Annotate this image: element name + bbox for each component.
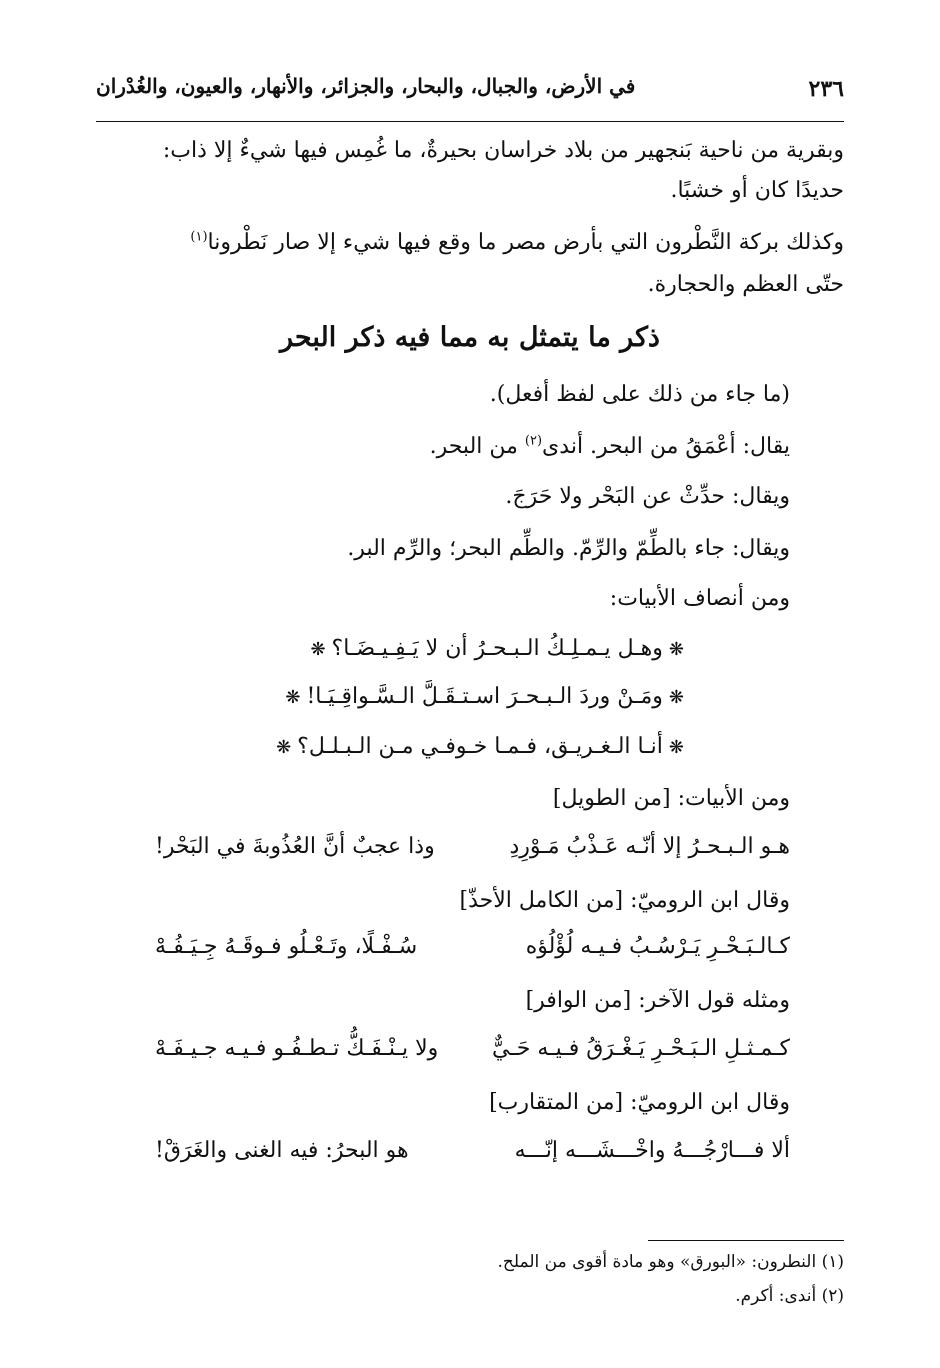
verse-2-first-hemistich: كـالـبَـحْـرِ يَـرْسُـبُ فـيـه لُؤْلُؤه	[525, 934, 790, 959]
saying-1-text: يقال: أعْمَقُ من البحر. أندى	[542, 434, 790, 459]
star-ornament-icon: ❋	[668, 737, 684, 758]
verse-3-intro: ومثله قول الآخر: [من الوافر]	[525, 988, 790, 1013]
star-ornament-icon: ❋	[668, 639, 684, 660]
verse-2-second-hemistich: سُـفْـلًا، وتَـعْـلُو فـوقَـهُ جِـيَـفُـهْ	[155, 934, 418, 959]
saying-1	[430, 432, 790, 462]
saying-3: ويقال: جاء بالطِّمّ والرِّمّ. والطِّم البحر؛ والرِّم البر.	[347, 536, 790, 561]
half-verse-text: وهـل يـمـلِـكُ الـبـحـرُ أن لا يَـفِـيـضَـا؟	[331, 636, 663, 661]
verse-1-intro: ومن الأبيات: [من الطويل]	[552, 786, 790, 811]
paragraph-2-line-1	[190, 228, 844, 258]
paragraph-1-line-1: وبقرية من ناحية بَنجهير من بلاد خراسان بحيرةٌ، ما غُمِس فيها شيءٌ إلا ذاب:	[162, 138, 844, 163]
half-verses-label: ومن أنصاف الأبيات:	[609, 586, 790, 611]
star-ornament-icon: ❋	[310, 639, 326, 660]
verse-1-first-hemistich: هـو الـبـحـرُ إلا أنّـه عَـذْبُ مَـوْرِدِ	[509, 834, 790, 859]
star-ornament-icon: ❋	[668, 687, 684, 708]
verse-4-first-hemistich: ألا فـــارْجُـــهُ واخْـــشَـــه إنّـــه	[514, 1138, 790, 1163]
footnote-2: (٢) أندى: أكرم.	[735, 1286, 844, 1306]
section-intro: (ما جاء من ذلك على لفظ أفعل).	[489, 382, 790, 407]
footnote-ref-2: (٢)	[524, 433, 543, 449]
saying-2: ويقال: حدِّثْ عن البَحْر ولا حَرَجَ.	[505, 484, 790, 509]
verse-1-second-hemistich: وذا عجبٌ أنَّ العُذُوبةَ في البَحْر!	[155, 834, 435, 859]
header-rule	[96, 121, 844, 122]
footnote-rule	[648, 1240, 844, 1241]
half-verse-text: أنـا الـغـريـق، فـمـا خـوفـي مـن الـبـلـل؟	[297, 734, 663, 759]
paragraph-2-line-2: حتّى العظم والحجارة.	[647, 272, 844, 297]
half-verse-1	[304, 634, 690, 665]
paragraph-2-text: وكذلك بركة النَّطْرون التي بأرض مصر ما وقع فيها شيء إلا صار نَطْرونا	[207, 230, 844, 255]
half-verse-2	[279, 682, 690, 713]
verse-2-intro: وقال ابن الروميّ: [من الكامل الأحذّ]	[459, 888, 790, 913]
verse-4-intro: وقال ابن الروميّ: [من المتقارب]	[489, 1090, 790, 1115]
verse-3-second-hemistich: ولا يـنْـفَـكُّ تـطـفُـو فـيـه جـيـفَـهْ	[155, 1036, 439, 1061]
paragraph-1-line-2: حديدًا كان أو خشبًا.	[670, 178, 844, 203]
half-verse-3	[270, 732, 690, 763]
star-ornament-icon: ❋	[276, 737, 292, 758]
page-number: ٢٣٦	[808, 76, 844, 102]
footnote-1: (١) النطرون: «البورق» وهو مادة أقوى من الملح.	[497, 1252, 844, 1272]
saying-1-text-end: من البحر.	[429, 434, 525, 459]
footnote-ref-1: (١)	[190, 229, 208, 245]
half-verse-text: ومَـنْ وردَ الـبـحـرَ اسـتـقَـلَّ الـسَّـواقِـيَـا!	[306, 684, 663, 709]
verse-3-first-hemistich: كـمـثـلِ الـبَـحْـرِ يَـغْـرَقُ فـيـه حَـيٌّ	[492, 1036, 790, 1061]
star-ornament-icon: ❋	[285, 687, 301, 708]
verse-4-second-hemistich: هو البحرُ: فيه الغنى والغَرَقْ!	[155, 1138, 409, 1163]
running-header-title: في الأرض، والجبال، والبحار، والجزائر، والأنهار، والعيون، والغُدْران	[96, 74, 636, 98]
section-heading: ذكر ما يتمثل به مما فيه ذكر البحر	[280, 322, 660, 353]
